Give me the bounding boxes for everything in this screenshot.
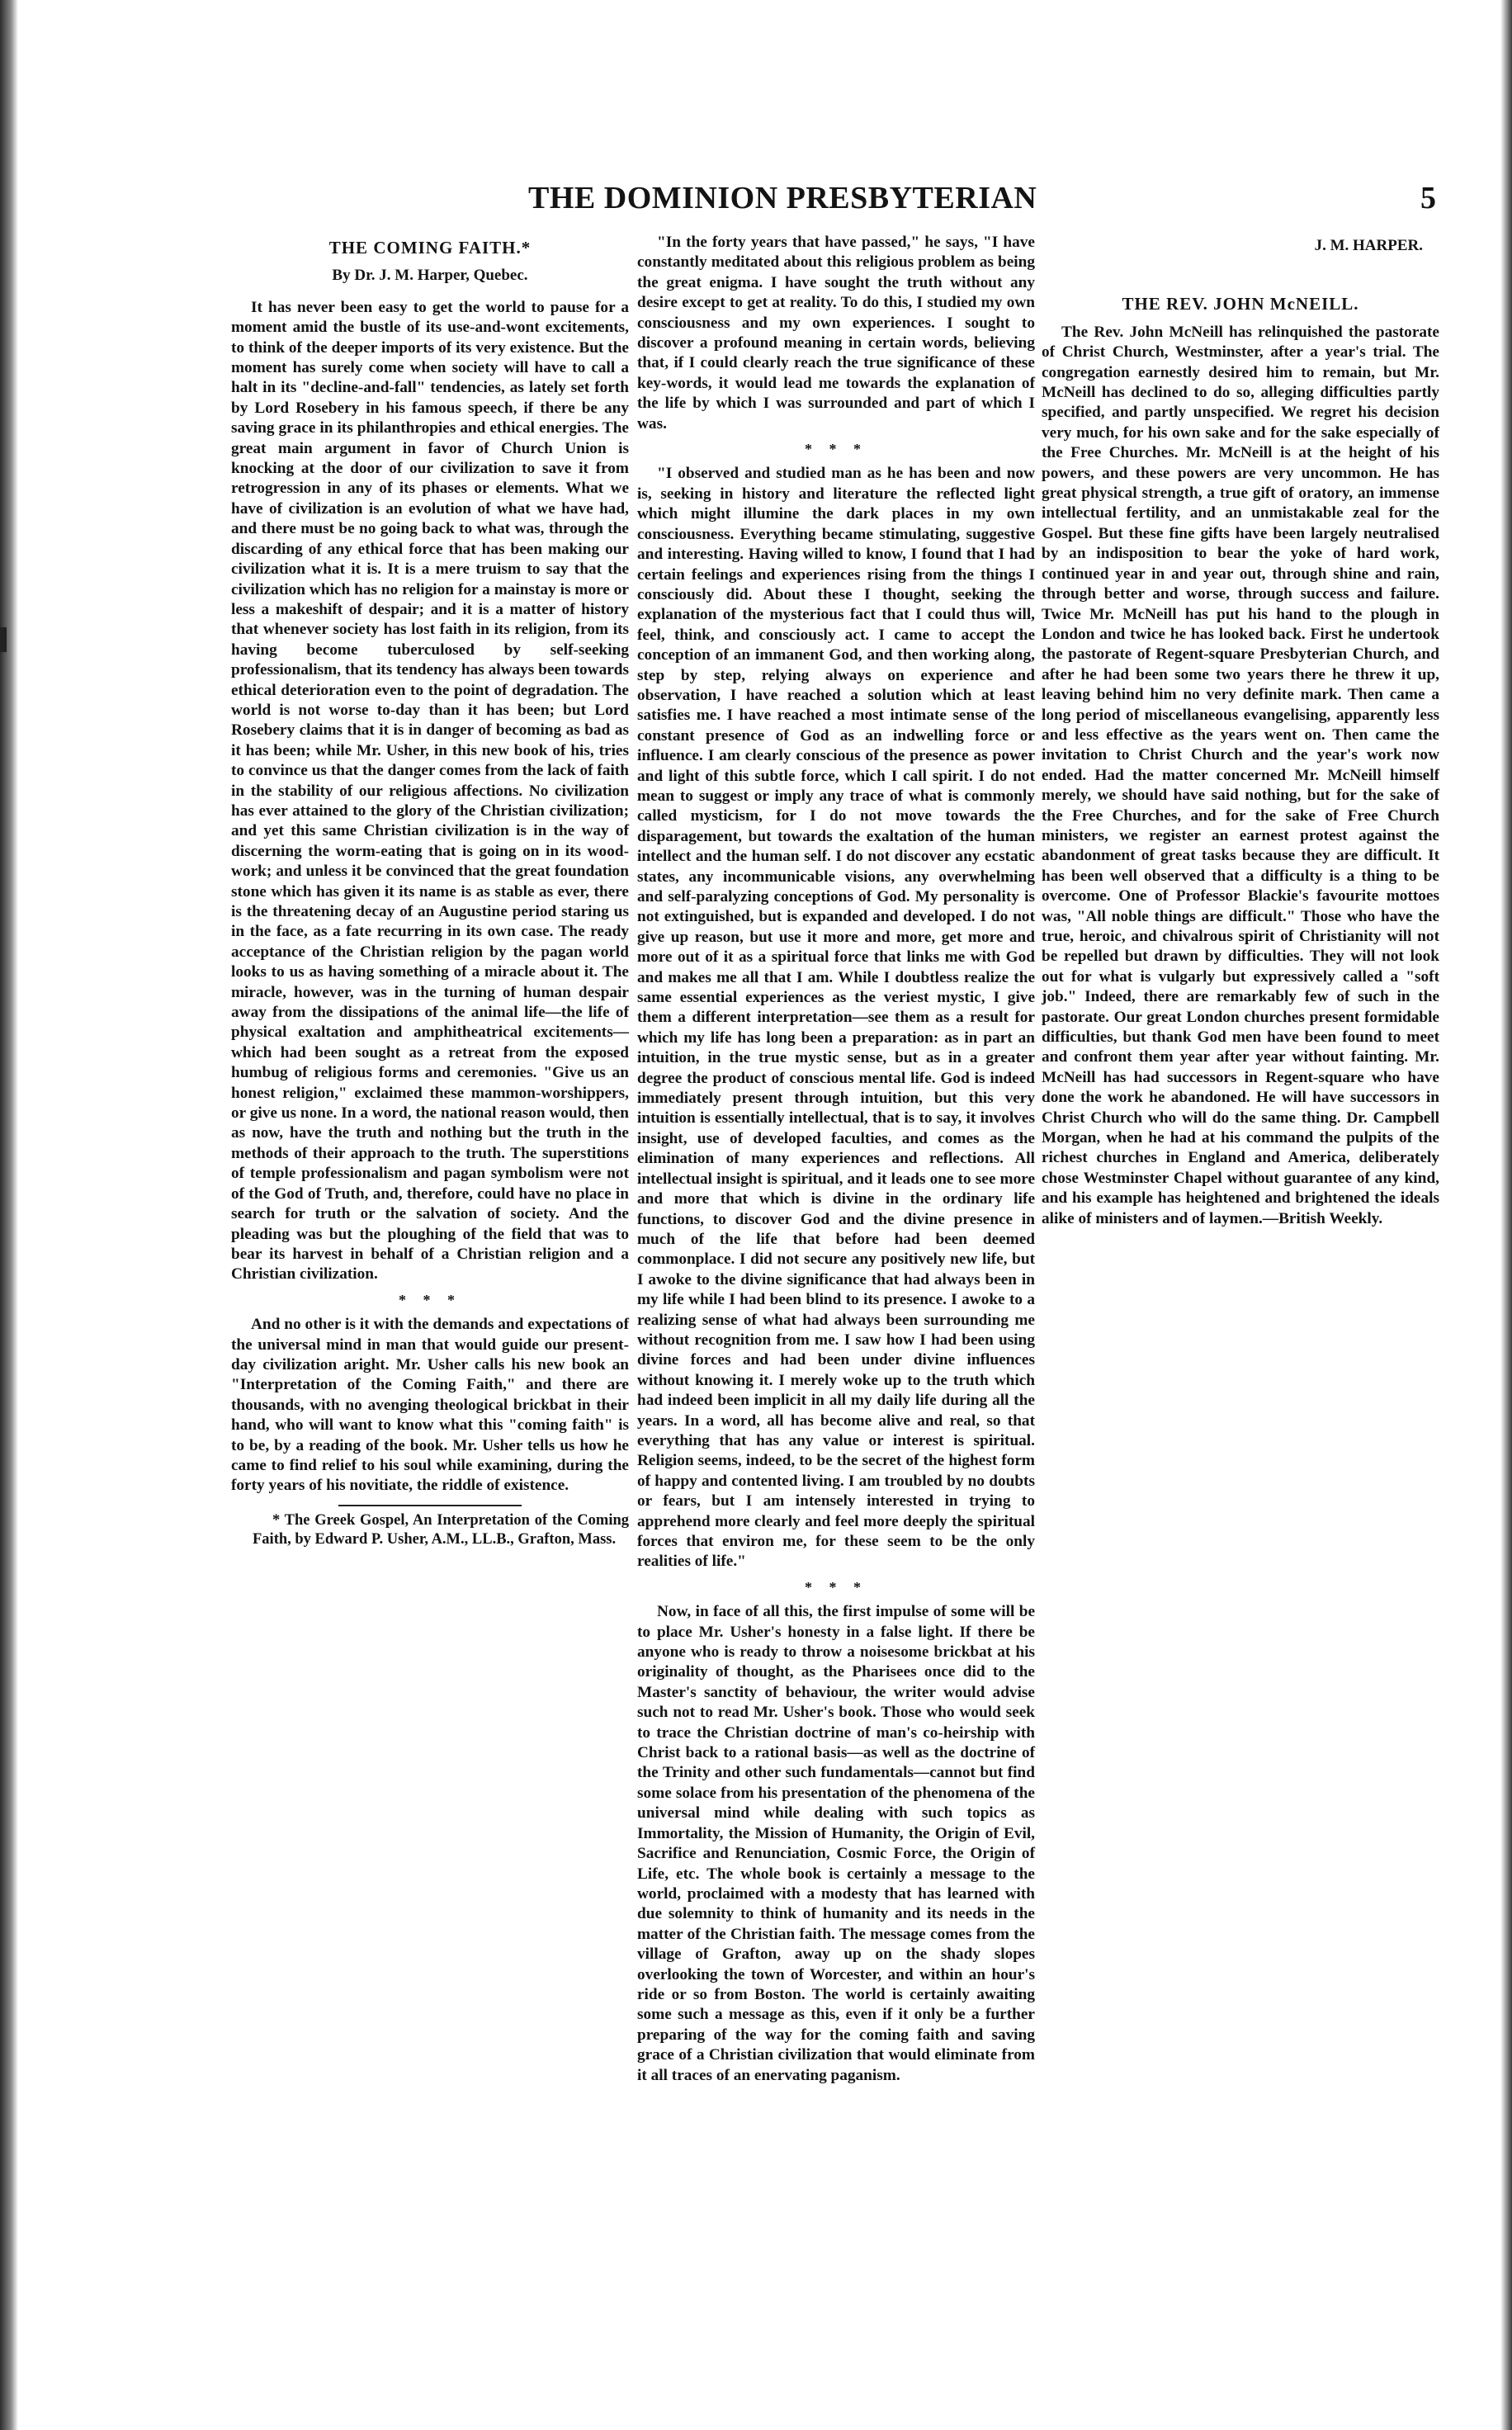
- column-3: [1042, 233, 1439, 1229]
- column-2: [637, 233, 1035, 2086]
- running-head: [528, 180, 1436, 229]
- article-paragraph: And no other is it with the demands and expectations of the universal mind in man that would guide our present-day civilization aright. Mr. Usher calls his new book an "Interpretation of the Coming Faith," and there are thousands, with no avenging theological brickbat in their hand, who will want to know what this "coming faith" is to be, by a reading of the book. Mr. Usher tells us how he came to find relief to his soul while examining, during the forty years of his novitiate, the riddle of existence.: [231, 1316, 629, 1495]
- article-paragraph: It has never been easy to get the world to pause for a moment amid the bustle of its use-and-wont excitements, to think of the deeper imports of its very existence. But the moment has surely come when society will have to call a halt in its "decline-and-fall" tendencies, as lately set forth by Lord Rosebery in his famous speech, if there be any saving grace in its philanthropies and ethical energies. The great main argument in favor of Church Union is knocking at the door of our civilization to save it from retrogression in any of its phases or elements. What we have of civilization is an evolution of what we have had, and there must be no going back to what was, through the discarding of any ethical force that has been making our civilization what it is. It is a mere truism to say that the civilization which has no religion for a mainstay is more or less a makeshift of despair; and it is a matter of history that whenever society has lost faith in its religion, from its having become tuberculosed by self-seeking professionalism, that its tendency has always been towards ethical deterioration even to the point of degradation. The world is not worse to-day than it has been; but Lord Rosebery claims that it is in danger of becoming as bad as it has been; while Mr. Usher, in this new book of his, tries to convince us that the danger comes from the lack of faith in the stability of our religious affections. No civilization has ever attained to the glory of the Christian civilization; and yet this same Christian civilization is in the way of discerning the worm-eating that is going on in its wood-work; and unless it be convinced that the great foundation stone which has given it its name is as stable as ever, there is the threatening decay of an Augustine period staring us in the face, as a fate recurring in its own case. The ready acceptance of the Christian religion by the pagan world looks to us as having something of a miracle about it. The miracle, however, was in the turning of human despair away from the dissipations of the animal life—the life of physical exaltation and amphitheatrical excitements—which had been sought as a retreat from the exposed humbug of religious forms and ceremonies. "Give us an honest religion," exclaimed these mammon-worshippers, or give us none. In a word, the national reason would, then as now, have the truth and nothing but the truth in the methods of their approach to the truth. The superstitions of temple professionalism and pagan symbolism were not of the God of Truth, and, therefore, could have no place in search for truth or the salvation of society. And the pleading was but the ploughing of the field that was to bear its harvest in behalf of a Christian religion and a Christian civilization.: [231, 298, 629, 1284]
- article-title: THE COMING FAITH.*: [328, 238, 532, 258]
- section-asterism: * * *: [805, 441, 867, 458]
- column-1: [231, 233, 629, 1549]
- section-asterism: * * *: [805, 1578, 867, 1596]
- article-title: THE REV. JOHN McNEILL.: [1122, 294, 1359, 314]
- scan-edge-right: [1500, 0, 1512, 2430]
- scan-edge-left: [0, 0, 18, 2430]
- journal-title: THE DOMINION PRESBYTERIAN: [528, 181, 1037, 215]
- footnote-rule: [338, 1505, 522, 1506]
- footnote: * The Greek Gospel, An Interpretation of the Coming Faith, by Edward P. Usher, A.M., LL.B., Grafton, Mass.: [253, 1511, 629, 1548]
- section-asterism: * * *: [399, 1291, 461, 1308]
- article-byline: By Dr. J. M. Harper, Quebec.: [332, 267, 528, 285]
- article-paragraph: "In the forty years that have passed," he says, "I have constantly meditated about this religious problem as being the great enigma. I have sought the truth without any desire except to get at reality. To do this, I studied my own consciousness and my own experiences. I sought to discover a profound meaning in certain words, believing that, if I could clearly reach the true significance of these key-words, it would lead me towards the explanation of the life by which I was surrounded and part of which I was.: [637, 234, 1035, 433]
- article-paragraph: The Rev. John McNeill has relinquished the pastorate of Christ Church, Westminster, after a year's trial. The congregation earnestly desired him to remain, but Mr. McNeill has declined to do so, alleging difficulties partly specified, and partly unspecified. We regret his decision very much, for his own sake and for the sake especially of the Free Churches. Mr. McNeill is at the height of his powers, and these powers are very uncommon. He has great physical strength, a true gift of oratory, an immense intellectual fertility, and an unmistakable zeal for the Gospel. But these fine gifts have been largely neutralised by an indisposition to bear the yoke of hard work, continued year in and year out, through shine and rain, through better and worse, through success and failure. Twice Mr. McNeill has put his hand to the plough in London and twice he has looked back. First he undertook the pastorate of Regent-square Presbyterian Church, and after he had been some two years there he threw it up, leaving behind him no very definite mark. Then came a long period of miscellaneous evangelising, apparently less and less effective as the years went on. Then came the invitation to Christ Church and the year's work now ended. Had the matter concerned Mr. McNeill himself merely, we should have said nothing, but for the sake of the Free Churches, and for the sake of Free Church ministers, we register an earnest protest against the abandonment of great tasks because they are difficult. It has been well observed that a difficulty is a thing to be overcome. One of Professor Blackie's favourite mottoes was, "All noble things are difficult." Those who have the true, heroic, and chivalrous spirit of Christianity will not be repelled but drawn by difficulties. They will not look out for what is vulgarly but expressively called a "soft job." Indeed, there are remarkably few of such in the pastorate. Our great London churches present formidable difficulties, but thank God men have been found to meet and confront them year after year without fainting. Mr. McNeill has had successors in Regent-square who have done the work he abandoned. He will have successors in Christ Church who will do the same thing. Dr. Campbell Morgan, when he had at his command the pulpits of the richest churches in England and America, deliberately chose Westminster Chapel without guarantee of any kind, and his example has heightened and brightened the ideals alike of ministers and of laymen.—British Weekly.: [1042, 323, 1439, 1227]
- article-paragraph: Now, in face of all this, the first impulse of some will be to place Mr. Usher's honesty in a false light. If there be anyone who is ready to throw a noisesome brickbat at his originality of thought, as the Pharisees once did to the Master's sanctity of behaviour, the writer would advise such not to read Mr. Usher's book. Those who would seek to trace the Christian doctrine of man's co-heirship with Christ back to a rational basis—as well as the doctrine of the Trinity and other such fundamentals—cannot but find some solace from his presentation of the phenomena of the universal mind while dealing with such topics as Immortality, the Mission of Humanity, the Origin of Evil, Sacrifice and Renunciation, Cosmic Force, the Origin of Life, etc. The whole book is certainly a message to the world, proclaimed with a modesty that has learned with due solemnity to think of humanity and its needs in the matter of the Christian faith. The message comes from the village of Grafton, away up on the shady slopes overlooking the town of Worcester, and within an hour's ride or so from Boston. The world is certainly awaiting some such a message as this, even if it only be a further preparing of the way for the coming faith and saving grace of a Christian civilization that would eliminate from it all traces of an enervating paganism.: [637, 1603, 1035, 2084]
- newspaper-page: [33, 0, 1486, 2430]
- article-signature: J. M. HARPER.: [1314, 237, 1423, 254]
- article-paragraph: "I observed and studied man as he has been and now is, seeking in history and literature the reflected light which might illumine the dark places in my own consciousness. Everything became stimulating, suggestive and interesting. Having willed to know, I found that I had certain feelings and experiences rising from the things I consciously did. About these I thought, seeking the explanation of the mysterious fact that I could thus will, feel, think, and consciously act. I came to accept the conception of an immanent God, and then working along, step by step, relying always on experience and observation, I have reached a solution which at least satisfies me. I have reached a most intimate sense of the constant presence of God as an indwelling force or influence. I am clearly conscious of the presence as power and light of this subtle force, which I call spirit. I do not mean to suggest or imply any trace of what is commonly called mysticism, for I do not move towards the disparagement, but towards the exaltation of the human intellect and the human self. I do not discover any ecstatic states, any incommunicable visions, any overwhelming and self-paralyzing conceptions of God. My personality is not extinguished, but is expanded and developed. I do not give up reason, but use it more and more, get more and more out of it as a spiritual force that links me with God and makes me all that I am. While I doubtless realize the same essential experiences as the veriest mystic, I give them a different interpretation—see them as a result for which my life has long been a preparation: as in part an intuition, in the true mystic sense, but as in a greater degree the product of conscious mental life. God is indeed immediately present through intuition, but this very intuition is essentially intellectual, that is to say, it involves insight, use of developed faculties, and comes as the elimination of many experiences and reflections. All intellectual insight is spiritual, and it leads one to see more and more that which is divine in the ordinary life functions, to discover God and the divine presence in much of the life that before had been deemed commonplace. I did not secure any positively new life, but I awoke to the divine significance that had always been in my life while I had been blind to its presence. I awoke to a realizing sense of what had always been surrounding me without recognition from me. I saw how I had been using divine forces and had been under divine influences without knowing it. I merely woke up to the truth which had indeed been implicit in all my daily life during all the years. In a word, all has become alive and real, so that everything that has any value or interest is spiritual. Religion seems, indeed, to be the secret of the highest form of happy and contented living. I am troubled by no doubts or fears, but I am intensely interested in trying to apprehend more clearly and feel more deeply the spiritual forces that environ me, for these seem to be the only realities of life.": [637, 465, 1035, 1571]
- page-number: 5: [1420, 181, 1436, 215]
- binding-mark: [0, 627, 7, 652]
